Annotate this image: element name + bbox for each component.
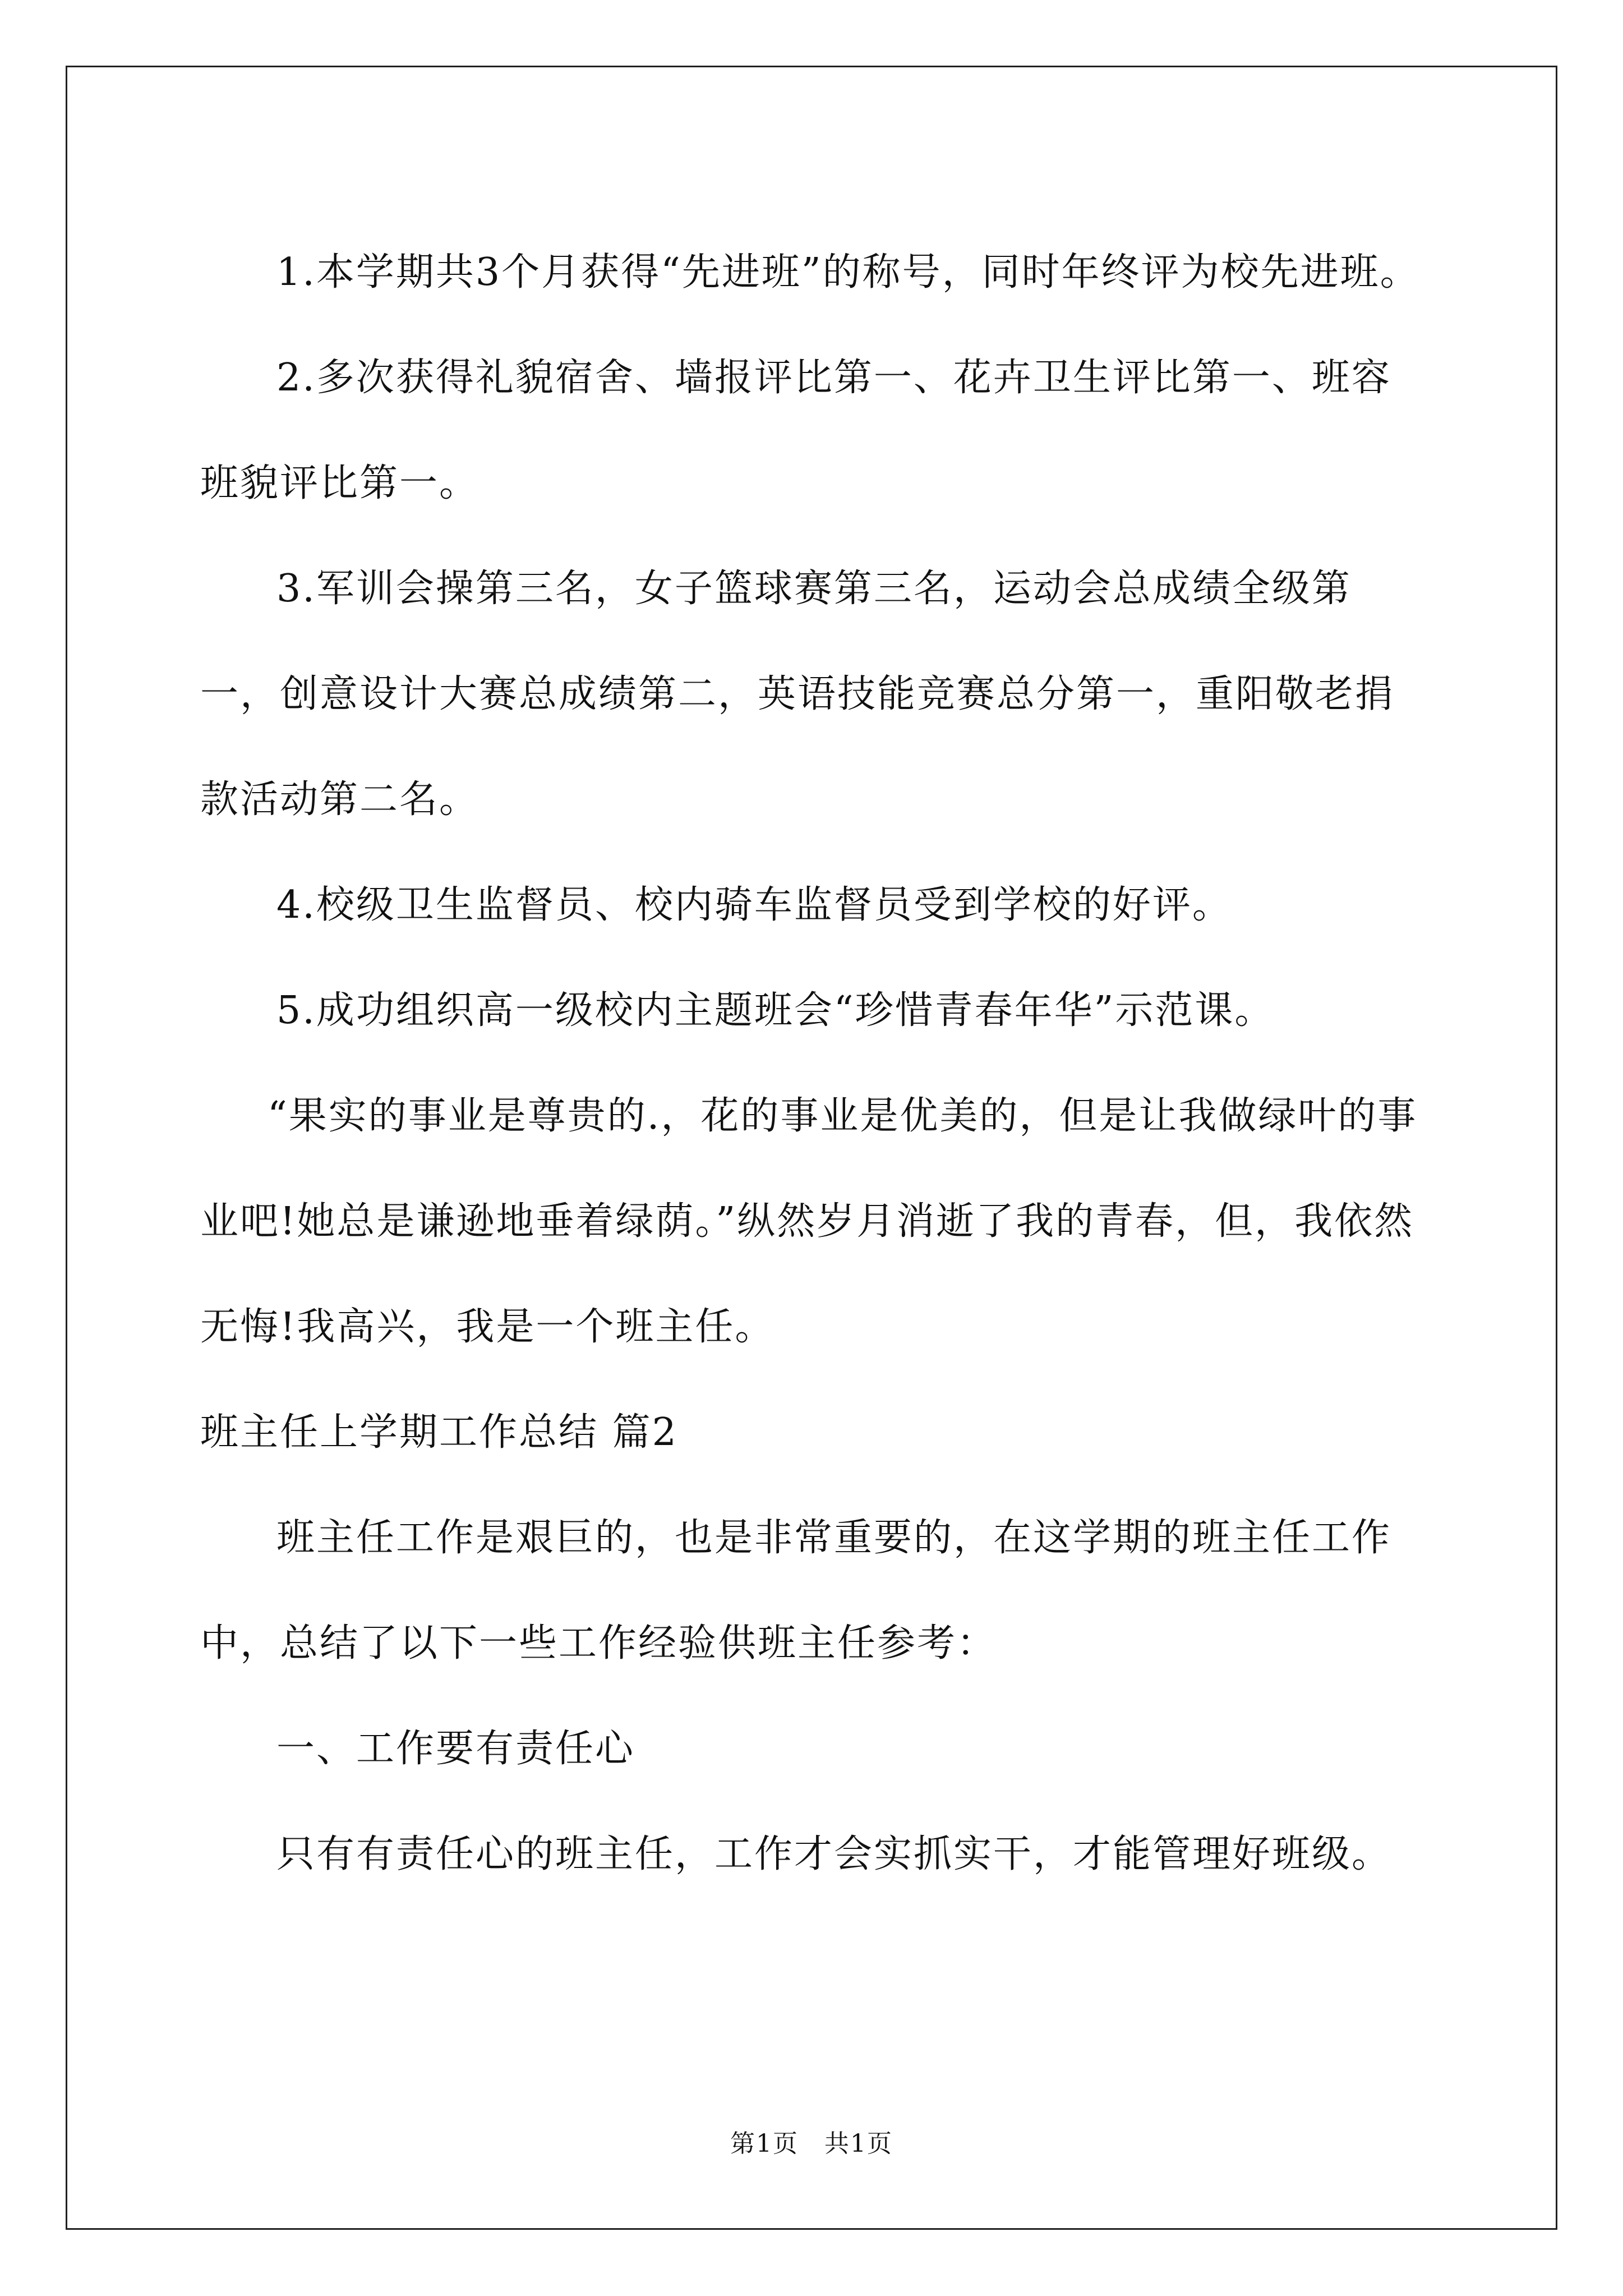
paragraph-achievement-1: 1.本学期共3个月获得“先进班”的称号，同时年终评为校先进班。 [276, 250, 1420, 295]
paragraph-intro: 班主任工作是艰巨的，也是非常重要的，在这学期的班主任工作中，总结了以下一些工作经验供班主任参考： [200, 1516, 1392, 1665]
paragraph-achievement-2: 2.多次获得礼貌宿舍、墙报评比第一、花卉卫生评比第一、班容班貌评比第一。 [200, 356, 1391, 505]
page-footer: 第1页 共1页 [730, 2129, 893, 2158]
paragraph-achievement-3: 3.军训会操第三名，女子篮球赛第三名，运动会总成绩全级第一，创意设计大赛总成绩第二，英语技能竞赛总分第一，重阳敬老捐款活动第二名。 [200, 567, 1395, 822]
subheading-responsibility: 一、工作要有责任心 [276, 1727, 635, 1771]
paragraph-responsibility: 只有有责任心的班主任，工作才会实抓实干，才能管理好班级。 [276, 1832, 1392, 1876]
paragraph-quote: “果实的事业是尊贵的.，花的事业是优美的，但是让我做绿叶的事业吧!她总是谦逊地垂着绿荫。”纵然岁月消逝了我的青春，但，我依然无悔!我高兴，我是一个班主任。 [200, 1094, 1418, 1349]
paragraph-achievement-5: 5.成功组织高一级校内主题班会“珍惜青春年华”示范课。 [276, 988, 1275, 1033]
section-heading: 班主任上学期工作总结 篇2 [200, 1410, 678, 1455]
paragraph-achievement-4: 4.校级卫生监督员、校内骑车监督员受到学校的好评。 [276, 883, 1232, 927]
document-body [200, 220, 1428, 1907]
